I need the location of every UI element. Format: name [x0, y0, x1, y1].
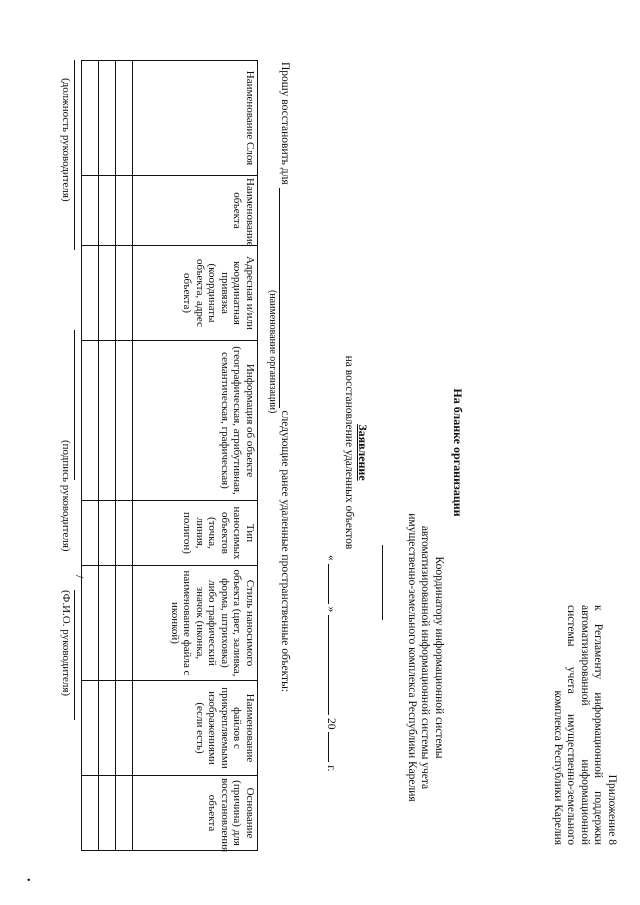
position-label: (должность руководителя)	[60, 78, 72, 202]
addressee-block	[405, 470, 446, 845]
statement-subtitle: на восстановление удаленных объектов	[343, 355, 355, 550]
appendix-note	[551, 605, 619, 845]
date-year-prefix: 20	[325, 718, 337, 730]
table-cell	[82, 501, 99, 566]
column-header: Основание (причина) для восстановления объекта	[133, 776, 258, 851]
column-header: Информация об объекте (географическая, атрибутивная, семантическая, графическая)	[133, 341, 258, 501]
table-cell	[82, 776, 99, 851]
position-fill-line	[74, 60, 75, 250]
date-open-quote: «	[325, 555, 337, 561]
signature-fill-line	[74, 330, 75, 480]
date-month-blank	[328, 615, 340, 715]
table-cell	[82, 176, 99, 246]
signature-slash: /	[73, 575, 87, 579]
addressee-line: автоматизированной информационной системы учета	[419, 525, 432, 790]
letterhead-title: На бланке организации	[451, 388, 465, 517]
addressee-line: Координатору информационной системы	[433, 556, 445, 759]
table-cell	[99, 341, 116, 501]
appendix-line: автоматизированной информационной	[579, 605, 591, 845]
addressee-fill-line	[382, 545, 383, 620]
table-cell	[82, 61, 99, 176]
table-row	[116, 61, 133, 851]
signature-label: (подпись руководителя)	[60, 440, 72, 552]
table-cell	[116, 501, 133, 566]
statement-title: Заявление	[356, 424, 370, 481]
table-cell	[116, 566, 133, 681]
column-header: Тип наносимых объектов (точка, линия, полигон)	[133, 501, 258, 566]
table-cell	[82, 681, 99, 776]
date-close-quote: »	[325, 606, 337, 613]
table-cell	[82, 566, 99, 681]
column-header: Наименование файлов с прикрепляемыми изображениями (если есть)	[133, 681, 258, 776]
table-cell	[82, 341, 99, 501]
table-row	[99, 61, 116, 851]
table-cell	[116, 61, 133, 176]
column-header: Наименование объекта	[133, 176, 258, 246]
column-header: Стиль наносимого объекта (цвет, заливка, форма, штриховка) либо графический значок (иконка, наименование файла с иконкой)	[133, 566, 258, 681]
table-cell	[116, 246, 133, 341]
table-cell	[99, 176, 116, 246]
appendix-line: к Регламенту информационной поддержки	[592, 605, 605, 845]
column-header: Адресная и/или координатная привязка (координаты объекта, адрес объекта)	[133, 246, 258, 341]
table-cell	[99, 566, 116, 681]
table-cell	[116, 341, 133, 501]
column-header: Наименование Слоя	[133, 61, 258, 176]
date-field	[325, 555, 340, 845]
organization-hint: (наименование организации)	[267, 290, 278, 414]
request-line	[279, 62, 292, 692]
table-cell	[99, 681, 116, 776]
name-fill-line	[74, 590, 75, 720]
addressee-line: имущественно-земельного комплекса Республики Карелия	[406, 513, 418, 802]
table-body	[82, 61, 133, 851]
date-year-blank	[328, 732, 340, 762]
request-suffix: следующие ранее удаленные пространственные объекты:	[279, 410, 291, 693]
appendix-line: системы учета имущественно-земельного	[565, 605, 578, 845]
table-header-row	[133, 61, 258, 851]
appendix-title: Приложение 8	[606, 774, 618, 845]
table-cell	[116, 681, 133, 776]
table-row	[82, 61, 99, 851]
table-cell	[116, 776, 133, 851]
objects-table	[81, 60, 258, 851]
date-day-blank	[328, 564, 340, 604]
table-cell	[99, 776, 116, 851]
table-cell	[99, 501, 116, 566]
date-year-suffix: г.	[325, 765, 337, 772]
appendix-line: комплекса Республики Карелия	[552, 690, 564, 845]
table-cell	[99, 246, 116, 341]
table-cell	[116, 176, 133, 246]
request-prefix: Прошу восстановить для	[279, 62, 291, 185]
organization-fill-line	[279, 188, 292, 408]
table-cell	[99, 61, 116, 176]
page-mark: •	[22, 878, 33, 882]
table-cell	[82, 246, 99, 341]
name-label: (Ф.И.О. руководителя)	[60, 590, 72, 697]
